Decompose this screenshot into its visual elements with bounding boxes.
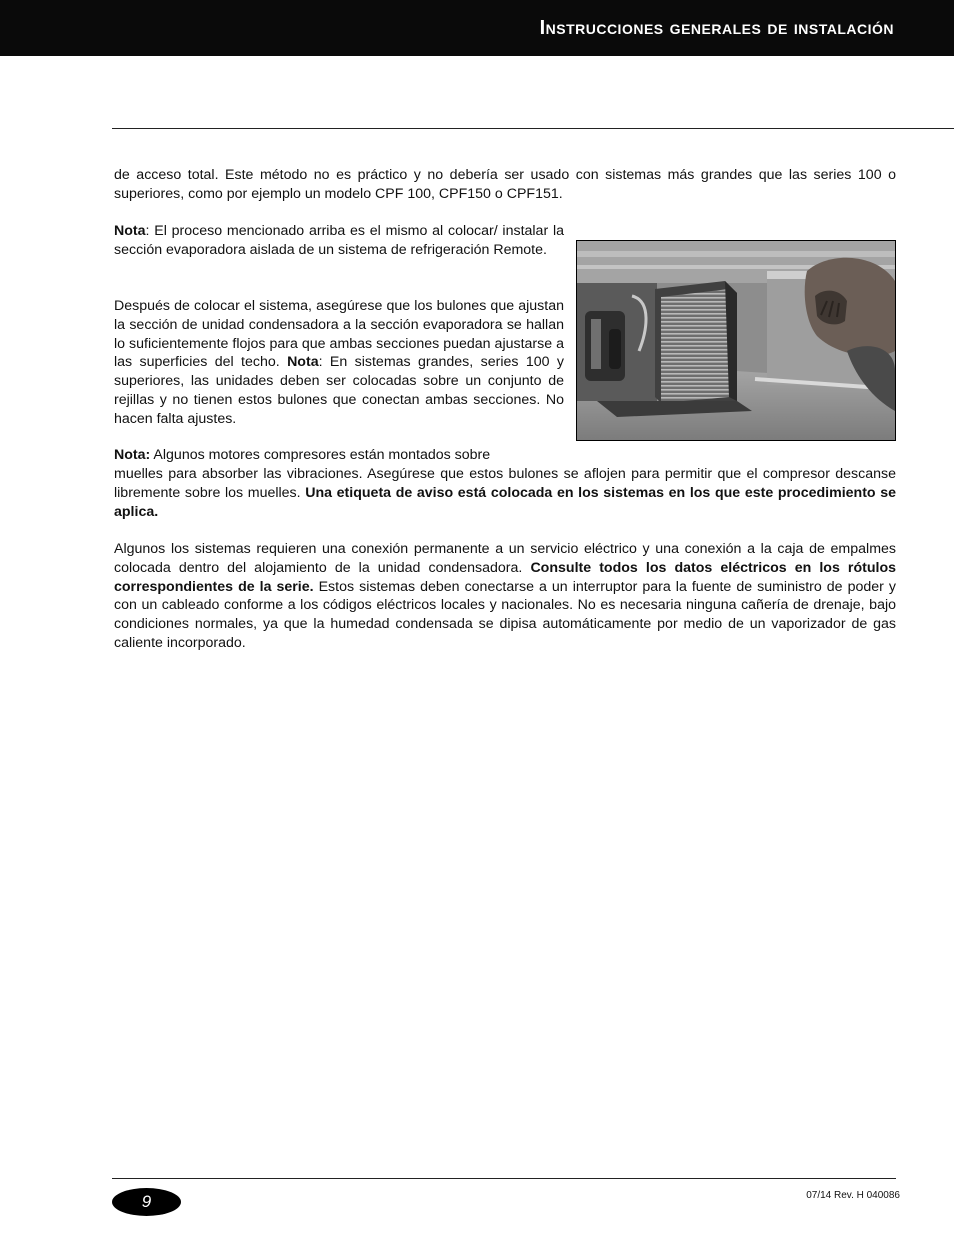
paragraph-electrical <box>114 540 896 653</box>
paragraph-bolts <box>114 297 564 429</box>
compressor-line1-text: Algunos motores compresores están montados sobre <box>150 447 491 463</box>
top-divider <box>112 128 954 129</box>
bolts-text: Después de colocar el sistema, asegúrese que los bulones que ajustan la sección de unidad condensadora a la sección evaporadora se hallan lo suficientemente flojos para que ambas secciones puedan ajustarse a las superficies del techo. <box>114 298 564 371</box>
note-label: Nota: <box>114 447 151 463</box>
page-number: 9 <box>141 1192 152 1211</box>
bottom-divider <box>112 1178 896 1179</box>
compressor-text: muelles para absorber las vibraciones. Asegúrese que estos bulones se aflojen para permitir que el compresor descanse libremente sobre los muelles. <box>114 466 896 501</box>
header-bar <box>0 0 954 56</box>
installation-photo <box>576 240 896 441</box>
note-remote-text: : El proceso mencionado arriba es el mismo al colocar/ instalar la sección evaporadora aislada de un sistema de refrigeración Remote. <box>114 223 564 258</box>
paragraph-compressor-line1 <box>114 446 564 465</box>
paragraph-compressor <box>114 465 896 521</box>
page-title: Instrucciones generales de instalación <box>539 17 894 39</box>
paragraph-access <box>114 166 896 204</box>
warning-label-text: Una etiqueta de aviso está colocada en los sistemas en los que este procedimiento se aplica. <box>114 484 897 520</box>
note-label: Nota <box>114 223 146 239</box>
electrical-text-2: Estos sistemas deben conectarse a un interruptor para la fuente de suministro de poder y con un cableado conforme a los códigos eléctricos locales y nacionales. No es necesaria ninguna cañería de drenaje, bajo condiciones normales, ya que la humedad condensada se dipisa automáticamente por medio de un vaporizador de gas caliente incorporado. <box>114 578 896 651</box>
electrical-text: Algunos los sistemas requieren una conexión permanente a un servicio eléctrico y una conexión a la caja de empalmes colocada dentro del alojamiento de la unidad condensadora. <box>114 541 896 576</box>
page-number-badge <box>112 1188 181 1216</box>
bolts-note-text: : En sistemas grandes, series 100 y superiores, las unidades deben ser colocadas sobre un conjunto de rejillas y no tienen estos bulones que conectan ambas secciones. No hacen falta ajustes. <box>114 354 564 427</box>
paragraph-note-remote <box>114 222 564 260</box>
revision-label: 07/14 Rev. H 040086 <box>806 1190 900 1201</box>
note-label: Nota <box>287 354 319 371</box>
electrical-bold-text: Consulte todos los datos eléctricos en los rótulos correspondientes de la serie. <box>114 559 896 595</box>
paragraph-access-text: de acceso total. Este método no es práctico y no debería ser usado con sistemas más grandes que las series 100 o superiores, como por ejemplo un modelo CPF 100, CPF150 o CPF151. <box>114 167 896 202</box>
